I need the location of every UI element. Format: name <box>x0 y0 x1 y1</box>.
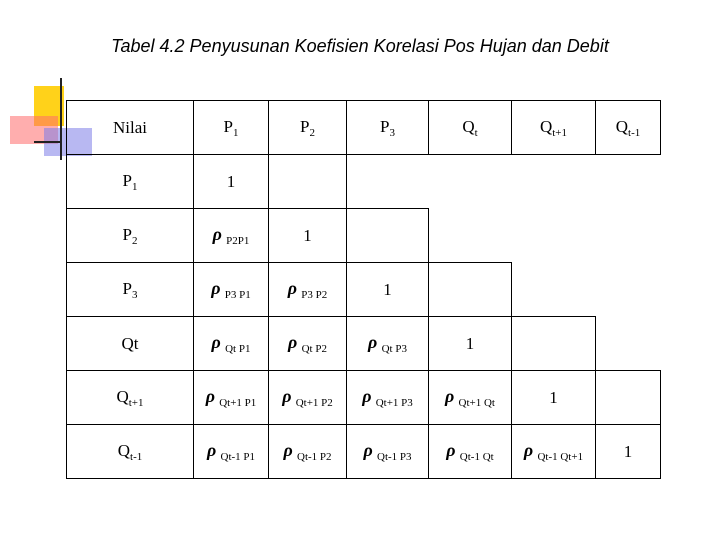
blank-area <box>429 209 512 263</box>
header-cell <box>269 101 347 155</box>
correlation-cell <box>429 425 512 479</box>
row-label <box>67 155 194 209</box>
rho-symbol: ρ <box>523 440 534 460</box>
row-label-main: P <box>122 224 132 244</box>
rho-symbol: ρ <box>205 386 215 406</box>
rho-symbol: ρ <box>211 278 221 298</box>
correlation-subscript: Qt-1 P3 <box>377 451 412 463</box>
rho-symbol: ρ <box>212 224 222 244</box>
correlation-cell <box>269 425 347 479</box>
diagonal-value: 1 <box>549 387 558 407</box>
header-label-main: Nilai <box>113 117 147 137</box>
header-cell <box>429 101 512 155</box>
header-label-sub: 2 <box>309 126 315 139</box>
diagonal-cell <box>347 263 429 317</box>
correlation-subscript: Qt P2 <box>301 343 327 355</box>
table-row <box>67 425 661 479</box>
correlation-cell <box>194 425 269 479</box>
row-label-sub: 3 <box>131 288 138 301</box>
decorative-horizontal-line <box>34 141 60 143</box>
table-row <box>67 371 661 425</box>
header-label-sub: t+1 <box>552 126 568 139</box>
correlation-subscript: Qt-1 Qt <box>459 451 494 463</box>
row-label-main: Qt <box>121 333 139 353</box>
header-label-main: P <box>380 116 390 136</box>
header-cell <box>194 101 269 155</box>
blank-area <box>596 155 661 209</box>
rho-symbol: ρ <box>211 332 221 352</box>
correlation-subscript: Qt+1 Qt <box>458 397 495 409</box>
blank-area <box>429 155 512 209</box>
correlation-cell <box>194 317 269 371</box>
rho-symbol: ρ <box>288 332 298 352</box>
correlation-cell <box>194 263 269 317</box>
rho-symbol: ρ <box>446 440 456 460</box>
correlation-cell <box>269 317 347 371</box>
diagonal-cell <box>596 425 661 479</box>
correlation-cell <box>194 209 269 263</box>
table-row <box>67 155 661 209</box>
empty-cell <box>596 371 661 425</box>
correlation-subscript: Qt+1 P3 <box>375 397 413 409</box>
correlation-subscript: Qt-1 Qt+1 <box>537 451 584 463</box>
row-label <box>67 209 194 263</box>
row-label-main: Q <box>117 440 131 460</box>
diagonal-value: 1 <box>623 441 633 461</box>
row-label-main: P <box>122 170 132 190</box>
row-label <box>67 371 194 425</box>
row-label <box>67 425 194 479</box>
decorative-vertical-line <box>60 78 62 160</box>
row-label <box>67 317 194 371</box>
correlation-subscript: Qt+1 P1 <box>219 397 257 409</box>
correlation-subscript: P3 P1 <box>224 289 251 301</box>
blank-area <box>596 263 661 317</box>
header-cell <box>67 101 194 155</box>
rho-symbol: ρ <box>445 386 455 406</box>
row-label-sub: t-1 <box>130 450 143 463</box>
rho-symbol: ρ <box>206 440 217 460</box>
correlation-subscript: Qt P3 <box>381 343 407 355</box>
diagonal-value: 1 <box>383 279 392 299</box>
correlation-subscript: Qt-1 P2 <box>297 451 332 463</box>
diagonal-cell <box>194 155 269 209</box>
correlation-cell <box>512 425 596 479</box>
row-label-main: Q <box>116 386 129 406</box>
header-cell <box>347 101 429 155</box>
correlation-cell <box>347 425 429 479</box>
header-label-main: P <box>300 116 310 136</box>
row-label-sub: t+1 <box>128 396 144 409</box>
correlation-cell <box>429 371 512 425</box>
diagonal-cell <box>512 371 596 425</box>
empty-cell <box>347 209 429 263</box>
correlation-cell <box>269 371 347 425</box>
header-label-sub: t-1 <box>628 126 641 139</box>
blank-area <box>596 209 661 263</box>
header-cell <box>512 101 596 155</box>
blank-area <box>512 155 596 209</box>
header-label-sub: 3 <box>389 126 395 139</box>
header-label-main: Q <box>539 116 553 136</box>
diagonal-value: 1 <box>303 225 312 245</box>
table-row <box>67 317 661 371</box>
correlation-subscript: Qt-1 P1 <box>220 451 256 463</box>
correlation-subscript: P2P1 <box>226 235 250 247</box>
correlation-cell <box>194 371 269 425</box>
header-label-main: Q <box>462 116 475 136</box>
rho-symbol: ρ <box>368 332 378 352</box>
rho-symbol: ρ <box>363 440 373 460</box>
empty-cell <box>429 263 512 317</box>
rho-symbol: ρ <box>287 278 298 298</box>
row-label-sub: 1 <box>131 180 138 193</box>
correlation-cell <box>269 263 347 317</box>
table-row <box>67 263 661 317</box>
diagonal-cell <box>429 317 512 371</box>
blank-area <box>512 209 596 263</box>
correlation-cell <box>347 371 429 425</box>
row-label-sub: 2 <box>131 234 138 247</box>
blank-area <box>596 317 661 371</box>
correlation-subscript: P3 P2 <box>301 289 328 301</box>
correlation-table <box>66 100 661 479</box>
diagonal-value: 1 <box>465 333 475 353</box>
header-cell <box>596 101 661 155</box>
diagonal-value: 1 <box>226 171 236 191</box>
correlation-subscript: Qt P1 <box>225 343 251 355</box>
rho-symbol: ρ <box>362 386 372 406</box>
rho-symbol: ρ <box>282 386 292 406</box>
empty-cell <box>512 317 596 371</box>
row-label <box>67 263 194 317</box>
header-label-main: P <box>223 116 233 136</box>
blank-area <box>347 155 429 209</box>
header-label-main: Q <box>615 116 629 136</box>
page-title: Tabel 4.2 Penyusunan Koefisien Korelasi Pos Hujan dan Debit <box>111 36 609 56</box>
header-label-sub: 1 <box>232 126 239 139</box>
blank-area <box>512 263 596 317</box>
correlation-cell <box>347 317 429 371</box>
correlation-subscript: Qt+1 P2 <box>295 397 333 409</box>
table-header-row <box>67 101 661 155</box>
table-row <box>67 209 661 263</box>
empty-cell <box>269 155 347 209</box>
row-label-main: P <box>122 278 132 298</box>
diagonal-cell <box>269 209 347 263</box>
rho-symbol: ρ <box>283 440 293 460</box>
header-label-sub: t <box>474 126 478 139</box>
